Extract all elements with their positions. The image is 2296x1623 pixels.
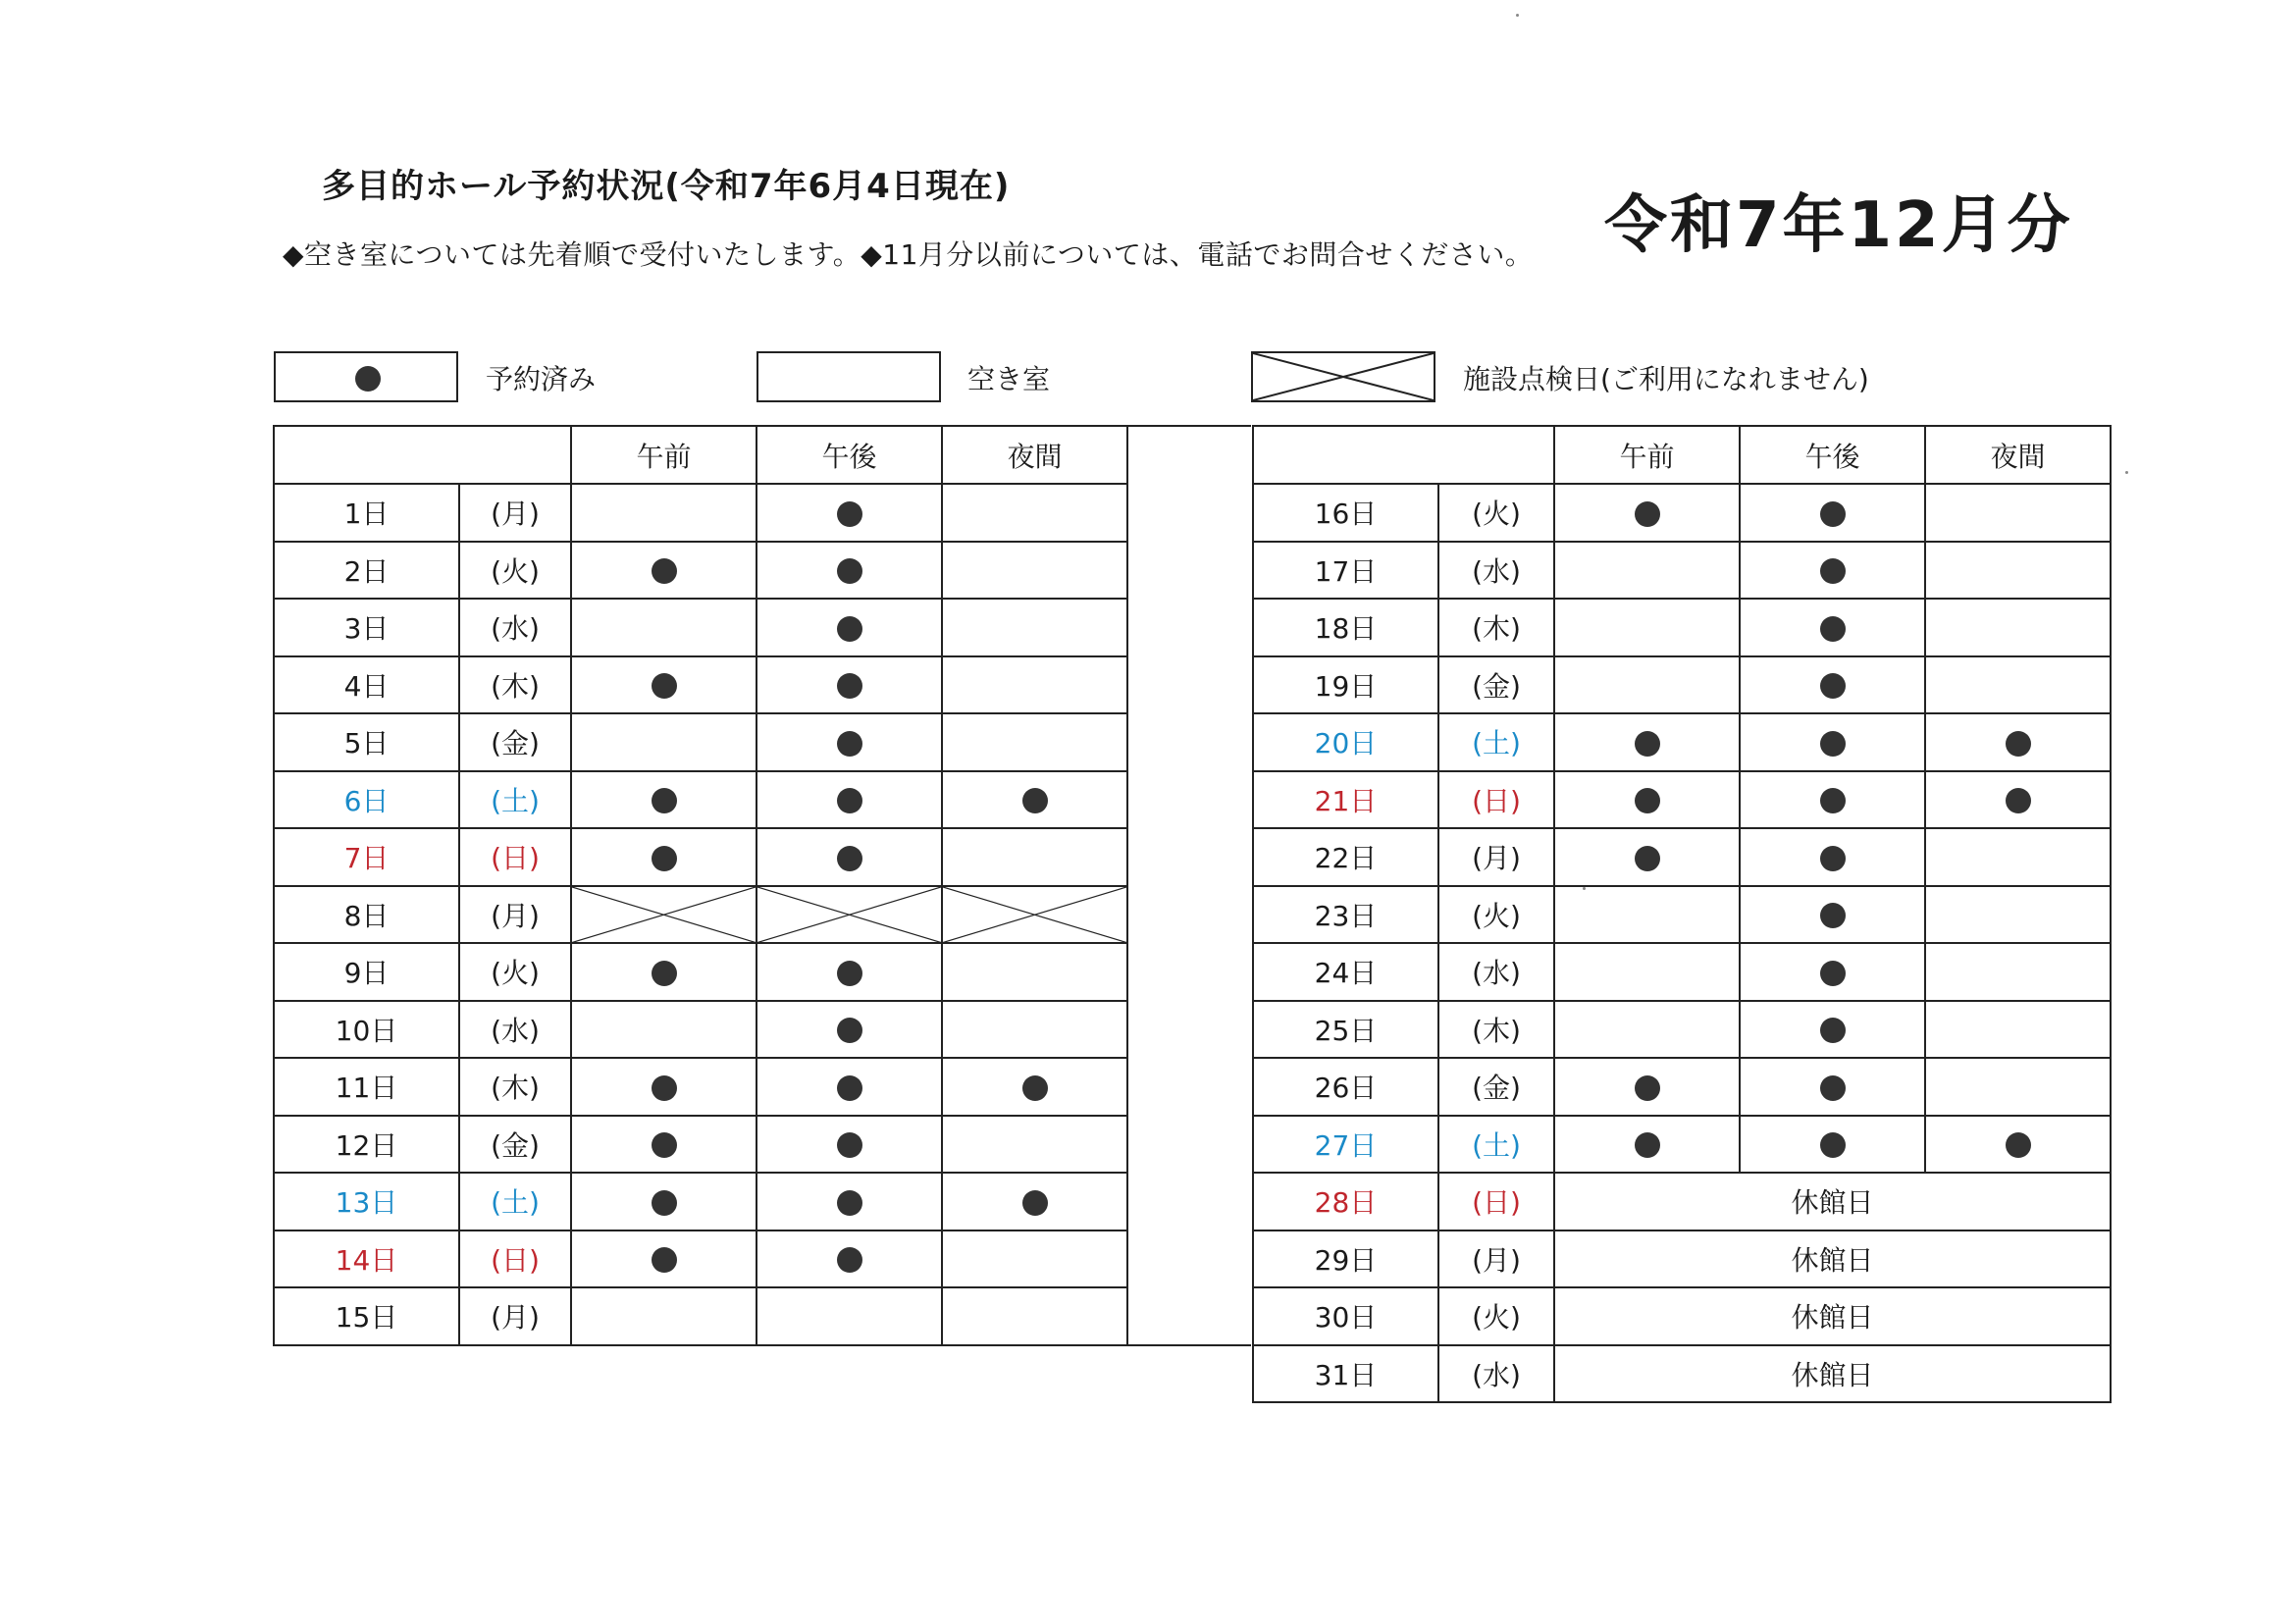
weekday: (火) [1438, 886, 1554, 944]
header-blank-cell [274, 426, 571, 484]
slot-afternoon [757, 1058, 942, 1116]
month-heading: 令和7年12月分 [1604, 189, 2073, 262]
weekday: (月) [1438, 1230, 1554, 1288]
weekday: (水) [459, 599, 571, 656]
legend-vacant-label: 空き室 [967, 363, 1051, 395]
inspection-slot-evening [942, 886, 1127, 944]
weekday: (水) [1438, 542, 1554, 600]
slot-evening [942, 828, 1127, 886]
gap-cell [1127, 1116, 1251, 1174]
slot-morning [571, 1058, 757, 1116]
legend-booked-label: 予約済み [486, 363, 597, 395]
weekday: (木) [1438, 1001, 1554, 1059]
day-number: 30日 [1253, 1287, 1438, 1345]
day-row [274, 771, 1251, 829]
slot-morning [571, 943, 757, 1001]
booked-dot-icon [1820, 1132, 1846, 1158]
slot-afternoon [757, 1230, 942, 1288]
weekday: (土) [1438, 1116, 1554, 1174]
slot-afternoon [1740, 1058, 1925, 1116]
booked-dot-icon [652, 1190, 677, 1216]
booked-dot-icon [1820, 903, 1846, 928]
day-row [274, 542, 1251, 600]
slot-afternoon [757, 599, 942, 656]
slot-afternoon [1740, 1116, 1925, 1174]
slot-evening [1925, 542, 2111, 600]
day-number: 24日 [1253, 943, 1438, 1001]
slot-evening [942, 1173, 1127, 1230]
booked-dot-icon [652, 558, 677, 584]
gap-cell [1127, 426, 1251, 484]
booked-dot-icon [1635, 788, 1660, 813]
day-number: 11日 [274, 1058, 459, 1116]
day-row [1253, 1116, 2111, 1174]
day-row [1253, 886, 2111, 944]
weekday: (木) [459, 1058, 571, 1116]
slot-morning [571, 828, 757, 886]
day-number: 23日 [1253, 886, 1438, 944]
booked-dot-icon [652, 961, 677, 986]
slot-evening [1925, 1001, 2111, 1059]
day-row [1253, 542, 2111, 600]
slot-afternoon [757, 1116, 942, 1174]
day-row [1253, 828, 2111, 886]
booked-dot-icon [1820, 673, 1846, 699]
column-header-evening: 夜間 [1925, 426, 2111, 484]
slot-afternoon [757, 542, 942, 600]
day-row [1253, 1058, 2111, 1116]
column-header-morning: 午前 [571, 426, 757, 484]
closed-day-cell: 休館日 [1554, 1345, 2111, 1403]
slot-evening [942, 1230, 1127, 1288]
day-number: 5日 [274, 713, 459, 771]
slot-afternoon [1740, 886, 1925, 944]
slot-afternoon [1740, 1001, 1925, 1059]
slot-evening [942, 542, 1127, 600]
weekday: (日) [1438, 1173, 1554, 1230]
gap-cell [1127, 828, 1251, 886]
header-blank-cell [1253, 426, 1554, 484]
booked-dot-icon [837, 961, 862, 986]
slot-evening [942, 713, 1127, 771]
weekday: (金) [1438, 656, 1554, 714]
slot-evening [942, 1001, 1127, 1059]
booked-dot-icon [837, 1132, 862, 1158]
day-number: 31日 [1253, 1345, 1438, 1403]
slot-afternoon [757, 943, 942, 1001]
booked-dot-icon [837, 1075, 862, 1101]
booked-dot-icon [1022, 1190, 1048, 1216]
day-row [274, 1230, 1251, 1288]
booked-dot-icon [652, 788, 677, 813]
gap-cell [1127, 771, 1251, 829]
gap-cell [1127, 1001, 1251, 1059]
day-number: 7日 [274, 828, 459, 886]
day-row [274, 1287, 1251, 1345]
day-row [1253, 599, 2111, 656]
weekday: (月) [459, 484, 571, 542]
weekday: (水) [1438, 1345, 1554, 1403]
booked-dot-icon [2006, 731, 2031, 757]
slot-evening [942, 599, 1127, 656]
inspection-slot-morning [571, 886, 757, 944]
slot-afternoon [757, 1001, 942, 1059]
day-row [274, 1001, 1251, 1059]
slot-morning [1554, 656, 1740, 714]
day-row [274, 943, 1251, 1001]
slot-morning [571, 656, 757, 714]
booked-dot-icon [1820, 501, 1846, 527]
weekday: (火) [459, 542, 571, 600]
slot-morning [571, 771, 757, 829]
day-number: 29日 [1253, 1230, 1438, 1288]
slot-morning [571, 599, 757, 656]
day-number: 14日 [274, 1230, 459, 1288]
booked-dot-icon [1820, 788, 1846, 813]
day-row [274, 1058, 1251, 1116]
closed-day-cell: 休館日 [1554, 1287, 2111, 1345]
day-row [274, 828, 1251, 886]
booked-dot-icon [1820, 1075, 1846, 1101]
slot-evening [1925, 1058, 2111, 1116]
inspection-cross-icon [572, 887, 756, 943]
day-row [1253, 943, 2111, 1001]
slot-afternoon [1740, 828, 1925, 886]
booked-dot-icon [837, 1247, 862, 1273]
booked-dot-icon [1635, 501, 1660, 527]
slot-afternoon [757, 656, 942, 714]
slot-evening [1925, 713, 2111, 771]
day-row [1253, 1287, 2111, 1345]
booked-dot-icon [1635, 1132, 1660, 1158]
day-number: 20日 [1253, 713, 1438, 771]
gap-cell [1127, 713, 1251, 771]
column-header-morning: 午前 [1554, 426, 1740, 484]
weekday: (水) [459, 1001, 571, 1059]
day-number: 22日 [1253, 828, 1438, 886]
weekday: (土) [459, 1173, 571, 1230]
scan-speck [2125, 471, 2128, 474]
day-number: 2日 [274, 542, 459, 600]
day-row [1253, 1173, 2111, 1230]
booked-dot-icon [1635, 846, 1660, 871]
day-number: 8日 [274, 886, 459, 944]
inspection-cross-icon [943, 887, 1126, 943]
slot-afternoon [757, 1173, 942, 1230]
day-number: 26日 [1253, 1058, 1438, 1116]
slot-morning [571, 1001, 757, 1059]
legend-booked-swatch [274, 351, 458, 402]
day-row [1253, 1001, 2111, 1059]
day-number: 3日 [274, 599, 459, 656]
booked-dot-icon [652, 846, 677, 871]
calendar-table-left [273, 425, 1251, 1346]
weekday: (日) [459, 828, 571, 886]
booked-dot-icon [1820, 846, 1846, 871]
booked-dot-icon [837, 1018, 862, 1043]
weekday: (火) [1438, 1287, 1554, 1345]
slot-morning [1554, 542, 1740, 600]
weekday: (月) [1438, 828, 1554, 886]
slot-afternoon [757, 771, 942, 829]
booked-dot-icon [1820, 731, 1846, 757]
weekday: (金) [459, 1116, 571, 1174]
slot-evening [942, 1287, 1127, 1345]
slot-afternoon [757, 484, 942, 542]
slot-morning [1554, 771, 1740, 829]
day-row [274, 484, 1251, 542]
closed-day-cell: 休館日 [1554, 1173, 2111, 1230]
booked-dot-icon [1022, 1075, 1048, 1101]
slot-morning [571, 484, 757, 542]
weekday: (月) [459, 1287, 571, 1345]
booked-dot-icon [652, 1132, 677, 1158]
inspection-cross-icon [757, 887, 941, 943]
slot-evening [942, 771, 1127, 829]
weekday: (月) [459, 886, 571, 944]
gap-cell [1127, 1173, 1251, 1230]
slot-morning [571, 542, 757, 600]
booked-dot-icon [1635, 731, 1660, 757]
day-number: 6日 [274, 771, 459, 829]
header-row [274, 426, 1251, 484]
slot-afternoon [757, 1287, 942, 1345]
slot-afternoon [757, 713, 942, 771]
gap-cell [1127, 943, 1251, 1001]
booked-dot-icon [1820, 616, 1846, 642]
slot-afternoon [1740, 771, 1925, 829]
header-row [1253, 426, 2111, 484]
day-number: 28日 [1253, 1173, 1438, 1230]
day-row [274, 886, 1251, 944]
booked-dot-icon [355, 366, 381, 392]
day-number: 4日 [274, 656, 459, 714]
slot-afternoon [1740, 656, 1925, 714]
gap-cell [1127, 1058, 1251, 1116]
page-title: 多目的ホール予約状況(令和7年6月4日現在) [322, 167, 1011, 206]
day-row [1253, 656, 2111, 714]
legend-inspection-label: 施設点検日(ご利用になれません) [1463, 363, 1869, 395]
column-header-evening: 夜間 [942, 426, 1127, 484]
booked-dot-icon [1820, 558, 1846, 584]
booked-dot-icon [1022, 788, 1048, 813]
column-header-afternoon: 午後 [757, 426, 942, 484]
slot-afternoon [1740, 943, 1925, 1001]
slot-morning [571, 1116, 757, 1174]
booked-dot-icon [837, 788, 862, 813]
slot-evening [942, 1116, 1127, 1174]
slot-evening [1925, 656, 2111, 714]
day-number: 17日 [1253, 542, 1438, 600]
slot-morning [1554, 1116, 1740, 1174]
day-row [274, 1173, 1251, 1230]
slot-evening [1925, 771, 2111, 829]
booked-dot-icon [2006, 1132, 2031, 1158]
slot-afternoon [1740, 542, 1925, 600]
slot-morning [1554, 886, 1740, 944]
day-number: 1日 [274, 484, 459, 542]
day-number: 12日 [274, 1116, 459, 1174]
day-row [274, 656, 1251, 714]
booked-dot-icon [652, 673, 677, 699]
weekday: (日) [1438, 771, 1554, 829]
scan-speck [1583, 887, 1586, 890]
slot-morning [1554, 1001, 1740, 1059]
slot-evening [942, 484, 1127, 542]
day-row [1253, 771, 2111, 829]
gap-cell [1127, 484, 1251, 542]
day-row [274, 1116, 1251, 1174]
day-number: 19日 [1253, 656, 1438, 714]
legend-inspection-swatch [1251, 351, 1435, 402]
day-number: 9日 [274, 943, 459, 1001]
calendar-table-right [1252, 425, 2112, 1403]
day-number: 15日 [274, 1287, 459, 1345]
booked-dot-icon [837, 846, 862, 871]
slot-evening [942, 1058, 1127, 1116]
slot-evening [1925, 943, 2111, 1001]
weekday: (日) [459, 1230, 571, 1288]
slot-evening [942, 656, 1127, 714]
day-row [1253, 1230, 2111, 1288]
weekday: (木) [459, 656, 571, 714]
slot-afternoon [1740, 713, 1925, 771]
inspection-slot-afternoon [757, 886, 942, 944]
slot-afternoon [1740, 484, 1925, 542]
scan-speck [1516, 14, 1519, 17]
slot-evening [942, 943, 1127, 1001]
slot-morning [1554, 713, 1740, 771]
day-number: 16日 [1253, 484, 1438, 542]
day-number: 27日 [1253, 1116, 1438, 1174]
reservation-notice: ◆空き室については先着順で受付いたします。◆11月分以前については、電話でお問合せください。 [283, 238, 1534, 271]
gap-cell [1127, 886, 1251, 944]
slot-morning [571, 1173, 757, 1230]
day-row [1253, 484, 2111, 542]
day-row [274, 713, 1251, 771]
slot-morning [571, 713, 757, 771]
day-number: 25日 [1253, 1001, 1438, 1059]
weekday: (土) [459, 771, 571, 829]
booked-dot-icon [837, 616, 862, 642]
slot-morning [571, 1230, 757, 1288]
weekday: (金) [459, 713, 571, 771]
slot-morning [571, 1287, 757, 1345]
slot-morning [1554, 484, 1740, 542]
closed-day-cell: 休館日 [1554, 1230, 2111, 1288]
day-row [1253, 1345, 2111, 1403]
booked-dot-icon [1820, 1018, 1846, 1043]
booked-dot-icon [837, 558, 862, 584]
booked-dot-icon [837, 673, 862, 699]
booked-dot-icon [1820, 961, 1846, 986]
booked-dot-icon [837, 501, 862, 527]
weekday: (火) [1438, 484, 1554, 542]
gap-cell [1127, 599, 1251, 656]
booked-dot-icon [837, 1190, 862, 1216]
column-header-afternoon: 午後 [1740, 426, 1925, 484]
day-number: 13日 [274, 1173, 459, 1230]
weekday: (土) [1438, 713, 1554, 771]
gap-cell [1127, 1287, 1251, 1345]
weekday: (木) [1438, 599, 1554, 656]
booked-dot-icon [652, 1247, 677, 1273]
weekday: (金) [1438, 1058, 1554, 1116]
slot-afternoon [757, 828, 942, 886]
slot-evening [1925, 484, 2111, 542]
slot-morning [1554, 943, 1740, 1001]
weekday: (水) [1438, 943, 1554, 1001]
booked-dot-icon [2006, 788, 2031, 813]
booked-dot-icon [652, 1075, 677, 1101]
slot-morning [1554, 828, 1740, 886]
slot-evening [1925, 1116, 2111, 1174]
booked-dot-icon [837, 731, 862, 757]
legend-vacant-swatch [757, 351, 941, 402]
slot-morning [1554, 599, 1740, 656]
inspection-cross-icon [1253, 353, 1434, 400]
booked-dot-icon [1635, 1075, 1660, 1101]
gap-cell [1127, 542, 1251, 600]
day-number: 10日 [274, 1001, 459, 1059]
slot-evening [1925, 828, 2111, 886]
day-row [274, 599, 1251, 656]
weekday: (火) [459, 943, 571, 1001]
slot-morning [1554, 1058, 1740, 1116]
day-number: 21日 [1253, 771, 1438, 829]
slot-evening [1925, 599, 2111, 656]
day-row [1253, 713, 2111, 771]
slot-evening [1925, 886, 2111, 944]
gap-cell [1127, 656, 1251, 714]
day-number: 18日 [1253, 599, 1438, 656]
gap-cell [1127, 1230, 1251, 1288]
slot-afternoon [1740, 599, 1925, 656]
